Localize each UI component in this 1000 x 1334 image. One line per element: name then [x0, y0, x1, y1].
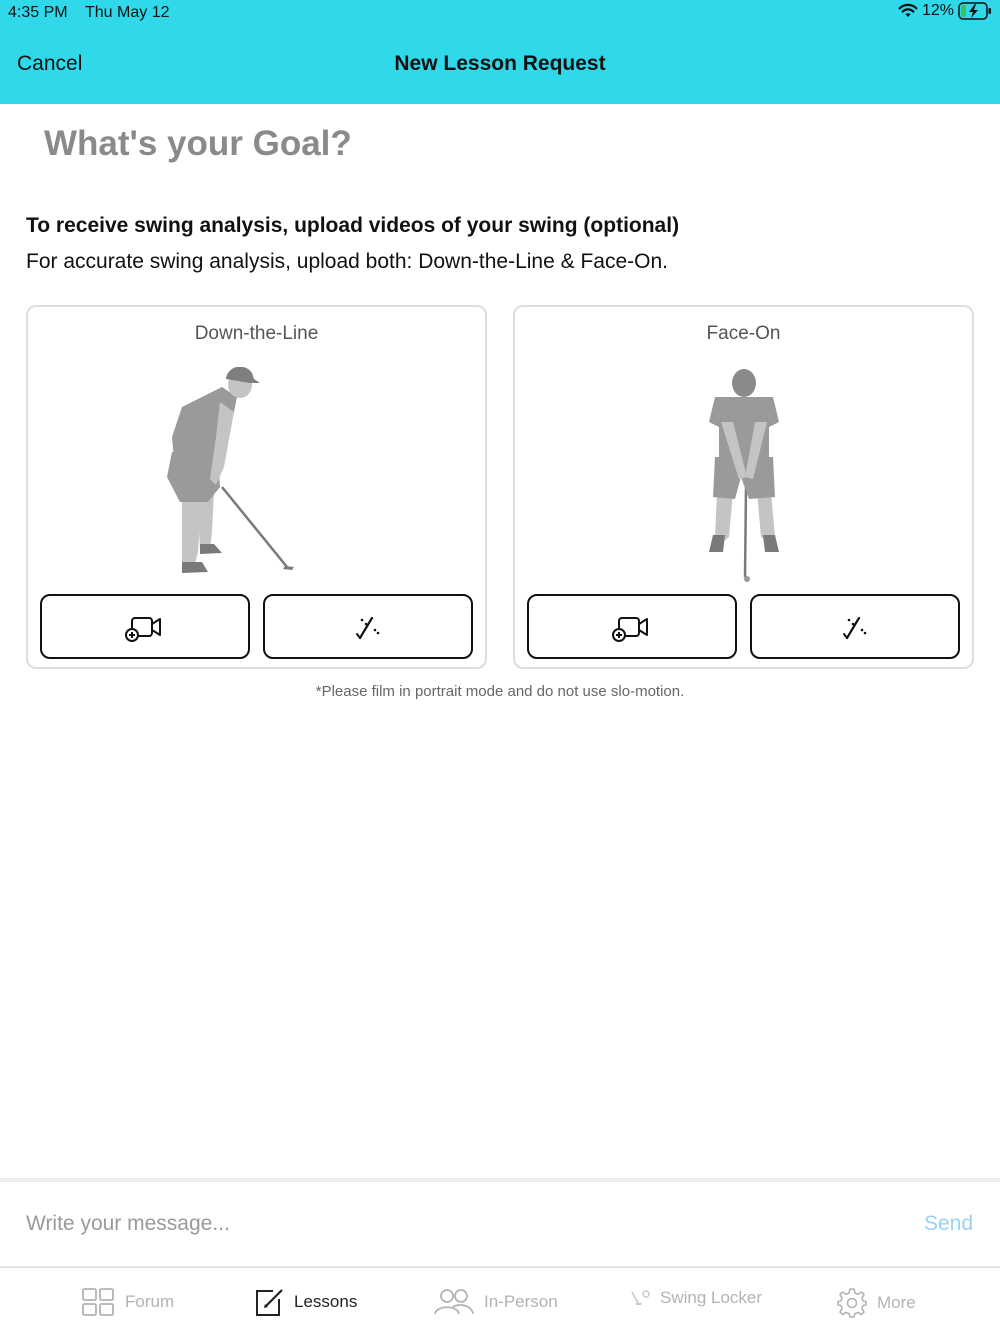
- golfer-down-the-line-illustration: [28, 367, 485, 587]
- tab-label: In-Person: [484, 1292, 558, 1311]
- upload-instruction: To receive swing analysis, upload videos of your swing (optional): [26, 214, 680, 237]
- nav-bar: [0, 44, 1000, 84]
- status-right: [898, 2, 992, 20]
- gear-icon: [837, 1288, 867, 1318]
- message-composer: [0, 1178, 1000, 1268]
- video-add-icon: [612, 612, 652, 642]
- tab-in-person[interactable]: [434, 1288, 558, 1316]
- tab-label: More: [877, 1293, 916, 1312]
- status-date: Thu May 12: [85, 4, 170, 21]
- cancel-button[interactable]: Cancel: [17, 52, 83, 75]
- tab-swing-locker[interactable]: [630, 1288, 762, 1308]
- battery-charging-icon: [958, 2, 992, 20]
- status-bar: [8, 4, 992, 26]
- film-note: *Please film in portrait mode and do not use slo-motion.: [315, 683, 685, 700]
- tab-label: Lessons: [294, 1292, 358, 1311]
- select-video-button[interactable]: [750, 594, 960, 659]
- edit-icon: [255, 1288, 284, 1316]
- golfer-face-on-illustration: [515, 367, 972, 587]
- tab-forum[interactable]: [82, 1288, 174, 1316]
- top-bar: [0, 0, 1000, 104]
- video-add-icon: [125, 612, 165, 642]
- card-title: Face-On: [706, 323, 781, 344]
- magic-wand-icon: [840, 612, 870, 642]
- record-video-button[interactable]: [527, 594, 737, 659]
- record-video-button[interactable]: [40, 594, 250, 659]
- tab-label: Swing Locker: [660, 1288, 763, 1307]
- upload-instruction-detail: For accurate swing analysis, upload both: Down-the-Line & Face-On.: [26, 250, 668, 273]
- tab-label: Forum: [125, 1292, 175, 1311]
- send-button[interactable]: Send: [923, 1212, 973, 1235]
- select-video-button[interactable]: [263, 594, 473, 659]
- face-on-card: [513, 305, 974, 669]
- message-input[interactable]: [26, 1206, 886, 1242]
- tab-more[interactable]: [837, 1288, 916, 1318]
- battery-percent: 12%: [921, 2, 954, 19]
- down-the-line-card: [26, 305, 487, 669]
- goal-heading: What's your Goal?: [44, 124, 352, 163]
- tab-bar: [0, 1270, 1000, 1334]
- grid-icon: [82, 1288, 115, 1316]
- page-title: New Lesson Request: [394, 52, 606, 75]
- golf-club-icon: [630, 1288, 650, 1308]
- status-time: 4:35 PM: [8, 4, 68, 21]
- wifi-icon: [898, 3, 918, 19]
- card-title: Down-the-Line: [194, 323, 319, 344]
- tab-lessons[interactable]: [255, 1288, 357, 1316]
- magic-wand-icon: [353, 612, 383, 642]
- people-icon: [434, 1288, 474, 1316]
